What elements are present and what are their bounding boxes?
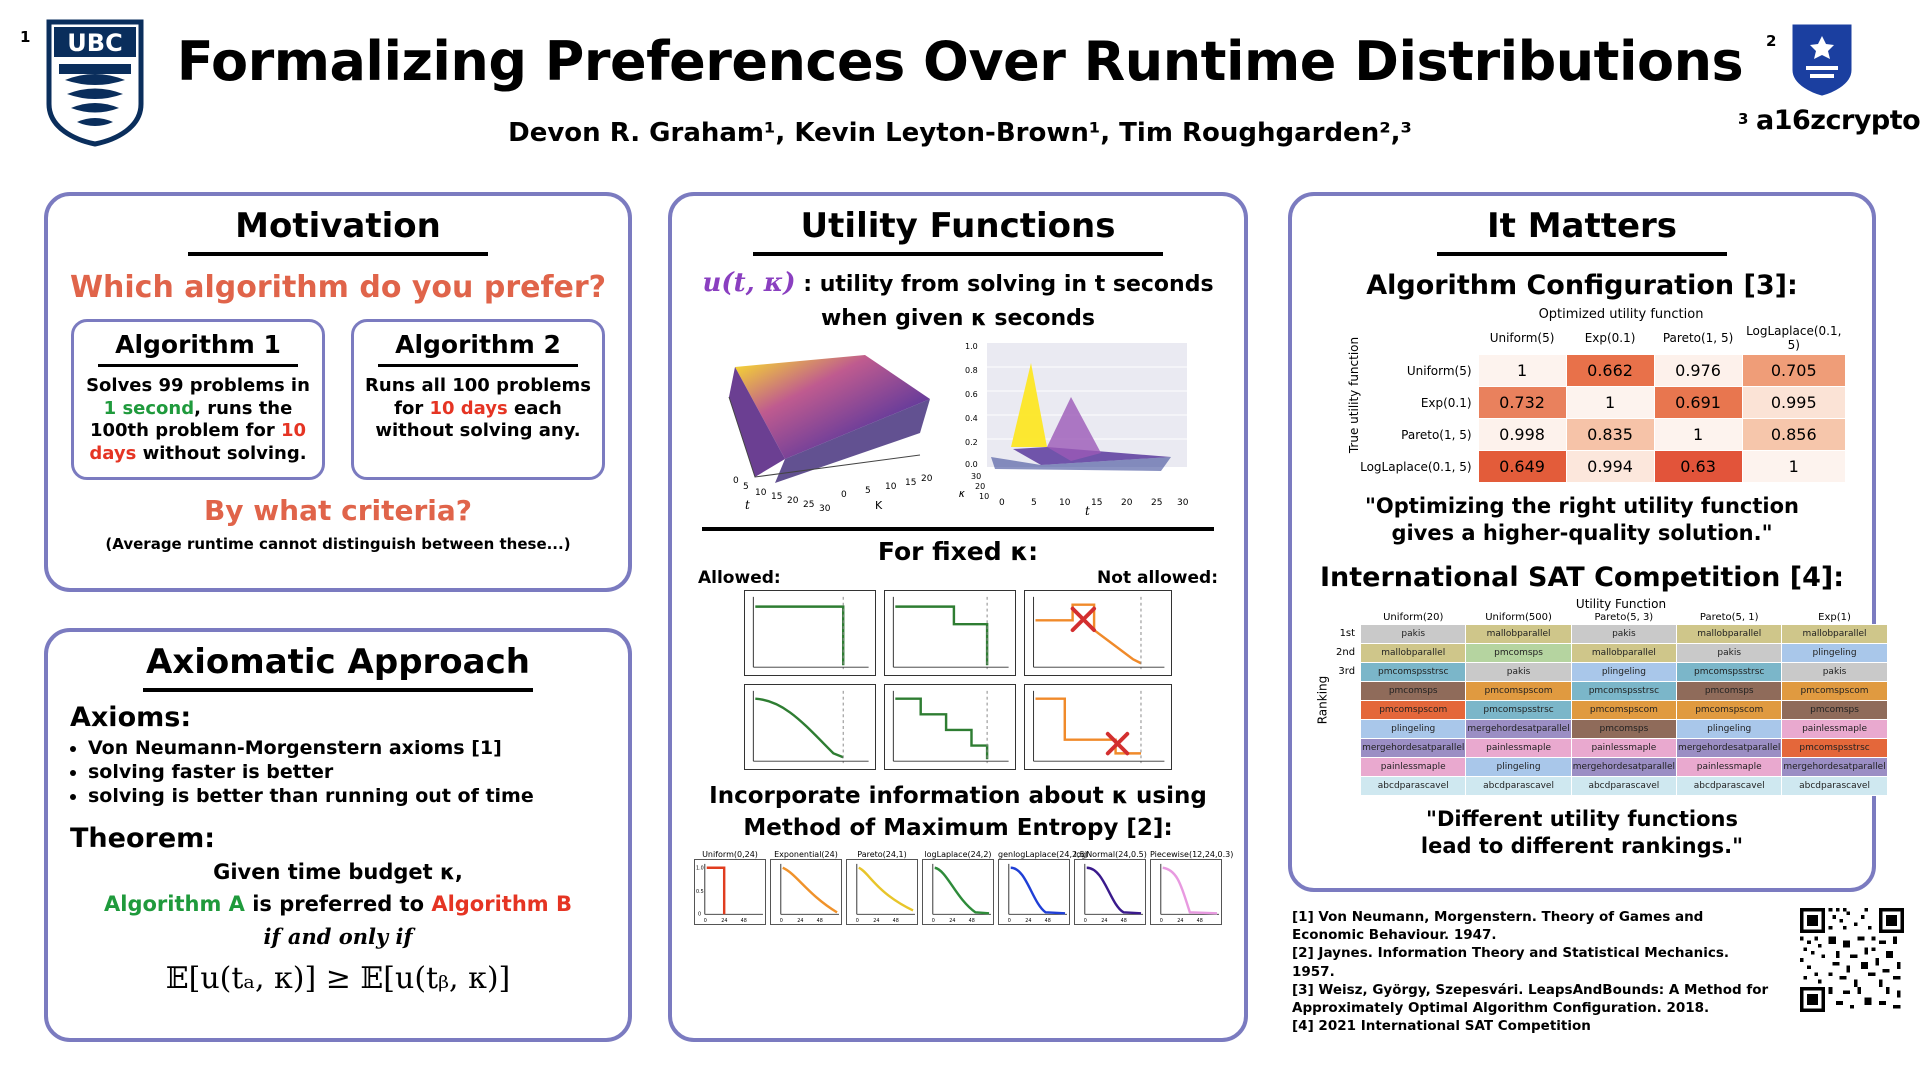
alg2-part0: Runs all 100 problems for: [365, 375, 591, 419]
svg-text:0.4: 0.4: [965, 414, 978, 423]
thumbnail-genloglaplace: [998, 849, 1088, 929]
rank-cell: pmcomsps: [1782, 700, 1887, 719]
svg-text:UBC: UBC: [67, 29, 123, 57]
allowed-col-1: [744, 590, 876, 770]
algorithm-1-card: [71, 319, 325, 480]
table-header-row: [1334, 611, 1887, 625]
table-row: [1356, 451, 1845, 483]
table-row: [1334, 776, 1887, 795]
svg-text:0.8: 0.8: [965, 366, 978, 375]
rank-cell: pakis: [1782, 662, 1887, 681]
configuration-heatmap: [1356, 322, 1846, 483]
svg-text:0.5: 0.5: [696, 889, 704, 895]
heatmap-col-header: Optimized utility function: [1538, 307, 1704, 322]
rank-cell: abcdparascavel: [1361, 776, 1466, 795]
ranking-col-header: Utility Function: [1575, 596, 1667, 611]
thumbnail-pareto: [846, 850, 918, 929]
svg-text:0: 0: [733, 476, 739, 486]
motivation-note: (Average runtime cannot distinguish between these...): [105, 535, 571, 553]
surface-plots: [672, 337, 1244, 517]
rank-col-4: Exp(1): [1818, 611, 1851, 623]
rank-cell: painlessmaple: [1782, 719, 1887, 738]
rank-cell: plingeling: [1782, 643, 1887, 662]
table-row: [1356, 387, 1845, 419]
theorem-line-3: if and only if: [263, 923, 413, 949]
rank-cell: pakis: [1466, 662, 1571, 681]
sat-competition-heading: International SAT Competition [4]:: [1319, 561, 1844, 593]
heat-col-3: LogLaplace(0.1, 5): [1746, 324, 1842, 352]
utility-definition-text: : utility from solving in t seconds: [803, 272, 1214, 297]
thumb-plot: [922, 859, 994, 925]
rank-cell: mergehordesatparallel: [1782, 757, 1887, 776]
svg-text:10: 10: [979, 492, 990, 501]
rank-cell: mergehordesatparallel: [1361, 738, 1466, 757]
alg1-part4: without solving.: [136, 442, 307, 464]
alg2-part1: 10 days: [429, 397, 508, 419]
rank-cell: pmcomsps: [1677, 681, 1782, 700]
theorem-heading: Theorem:: [70, 823, 216, 854]
svg-text:t: t: [1085, 504, 1090, 517]
rank-cell: pmcomsps: [1466, 643, 1571, 662]
rank-cell: pmcomsps: [1361, 681, 1466, 700]
motivation-criteria: By what criteria?: [203, 494, 473, 527]
alg1-part2: , runs the 100th problem for: [89, 397, 293, 441]
heat-cell: 1: [1478, 355, 1566, 387]
svg-text:15: 15: [905, 478, 917, 488]
heat-col-2: Pareto(1, 5): [1662, 331, 1734, 345]
theorem-algorithm-a: Algorithm A: [104, 892, 245, 917]
rank-cell: pakis: [1571, 624, 1676, 643]
svg-text:24: 24: [797, 918, 804, 924]
title-divider: [753, 252, 1163, 256]
allowed-label: Allowed:: [698, 568, 781, 588]
heat-cell: 0.691: [1654, 387, 1742, 419]
rank-cell: plingeling: [1571, 662, 1676, 681]
heat-row-3: LogLaplace(0.1, 5): [1360, 459, 1472, 474]
thumb-caption: logLaplace(24,2): [924, 849, 992, 859]
rank-cell: pmcomspscom: [1466, 681, 1571, 700]
list-item: • Von Neumann-Morgenstern axioms [1]: [88, 737, 628, 759]
thumb-caption: Pareto(24,1): [857, 849, 907, 859]
table-row: [1334, 757, 1887, 776]
rank-cell: pmcomspsstrsc: [1571, 681, 1676, 700]
alg1-part0: Solves 99 problems in: [86, 375, 310, 396]
affiliation-marker-1: 1: [20, 28, 31, 46]
rank-cell: abcdparascavel: [1466, 776, 1571, 795]
allowed-plot-2: [884, 590, 1016, 676]
svg-text:48: 48: [740, 918, 747, 924]
utility-functions-panel: [668, 192, 1248, 1042]
quote-1-line-2: gives a higher-quality solution.": [1391, 521, 1773, 546]
svg-text:5: 5: [1031, 498, 1037, 508]
heat-cell: 1: [1654, 419, 1742, 451]
heat-row-1: Exp(0.1): [1420, 395, 1472, 410]
thumbnail-uniform: [694, 850, 766, 929]
rank-cell: painlessmaple: [1571, 738, 1676, 757]
thumb-caption: Piecewise(12,24,0.3): [1150, 849, 1234, 859]
thumb-caption: Exponential(24): [774, 849, 838, 859]
thumb-plot: [694, 859, 766, 925]
heat-cell: 0.994: [1566, 451, 1654, 483]
thumb-plot: [998, 859, 1070, 925]
rank-cell: plingeling: [1466, 757, 1571, 776]
heat-cell: 0.732: [1478, 387, 1566, 419]
svg-text:48: 48: [816, 918, 823, 924]
svg-text:5: 5: [743, 482, 749, 492]
rank-cell: pmcomspscom: [1782, 681, 1887, 700]
rank-row-0: 1st: [1339, 628, 1356, 640]
svg-text:20: 20: [787, 496, 799, 506]
rank-cell: abcdparascavel: [1782, 776, 1887, 795]
rank-cell: pmcomspscom: [1677, 700, 1782, 719]
references-block: [1292, 908, 1772, 1036]
theorem-line-2: [48, 890, 628, 918]
ranking-row-header: Ranking: [1315, 675, 1330, 725]
allowed-plot-3: [744, 684, 876, 770]
table-row: [1356, 419, 1845, 451]
allowed-labels-row: [672, 568, 1244, 588]
rank-cell: pmcomspsstrsc: [1361, 662, 1466, 681]
svg-text:0: 0: [1083, 918, 1087, 924]
rank-cell: pmcomspsstrsc: [1782, 738, 1887, 757]
thumbnail-loglaplace: [922, 850, 994, 929]
svg-text:20: 20: [921, 474, 933, 484]
svg-text:24: 24: [949, 918, 956, 924]
axiomatic-title: Axiomatic Approach: [146, 642, 530, 682]
svg-text:0.2: 0.2: [965, 438, 978, 447]
svg-text:20: 20: [975, 482, 986, 491]
notallowed-col: [1024, 590, 1172, 770]
heatmap-section: [1292, 307, 1872, 483]
svg-text:10: 10: [885, 482, 897, 492]
svg-text:48: 48: [1044, 918, 1051, 924]
motivation-title: Motivation: [235, 206, 441, 246]
reference-2: [2] Jaynes. Information Theory and Statistical Mechanics. 1957.: [1292, 945, 1729, 980]
rank-cell: painlessmaple: [1361, 757, 1466, 776]
alg2-part2: each without solving any.: [375, 397, 581, 441]
card-divider: [98, 364, 298, 367]
heat-cell: 0.63: [1654, 451, 1742, 483]
title-divider: [188, 252, 488, 256]
list-item: • solving is better than running out of time: [88, 785, 628, 807]
theorem-formula: 𝔼[u(tₐ, κ)] ≥ 𝔼[u(tᵦ, κ)]: [165, 961, 511, 997]
svg-text:48: 48: [1120, 918, 1127, 924]
axiomatic-panel: [44, 628, 632, 1042]
svg-text:1.0: 1.0: [965, 342, 978, 351]
reference-3: [3] Weisz, György, Szepesvári. LeapsAndBounds: A Method for Approximately Optimal Algorithm Configuration. 2018.: [1292, 981, 1769, 1017]
page-title: Formalizing Preferences Over Runtime Distributions: [176, 30, 1744, 93]
sat-ranking-table: [1334, 611, 1888, 796]
surface-plot-right: [951, 337, 1201, 517]
heat-cell: 0.856: [1742, 419, 1845, 451]
table-header-row: [1356, 322, 1845, 355]
it-matters-panel: [1288, 192, 1886, 892]
svg-text:0: 0: [1159, 918, 1163, 924]
svg-text:0.6: 0.6: [965, 390, 978, 399]
axioms-list: [88, 737, 628, 807]
rank-row-3: [1334, 681, 1361, 700]
table-row: [1334, 662, 1887, 681]
rank-cell: painlessmaple: [1677, 757, 1782, 776]
rank-cell: pmcomspscom: [1361, 700, 1466, 719]
rank-cell: plingeling: [1677, 719, 1782, 738]
heat-cell: 0.835: [1566, 419, 1654, 451]
thumb-caption: Uniform(0,24): [702, 849, 758, 859]
not-allowed-plot-1: [1024, 590, 1172, 676]
svg-text:24: 24: [1025, 918, 1032, 924]
rank-col-2: Pareto(5, 3): [1594, 611, 1654, 623]
heat-col-1: Exp(0.1): [1584, 331, 1636, 345]
rank-row-7: [1334, 757, 1361, 776]
theorem-mid: is preferred to: [244, 892, 432, 917]
heat-cell: 1: [1566, 387, 1654, 419]
svg-text:24: 24: [873, 918, 880, 924]
svg-text:0: 0: [931, 918, 935, 924]
theorem-line-1: Given time budget κ,: [213, 860, 463, 884]
alg1-part1: 1 second: [103, 397, 195, 419]
thumb-plot: [1150, 859, 1222, 925]
heat-row-2: Pareto(1, 5): [1401, 427, 1472, 442]
algorithm-2-description: [364, 375, 592, 443]
algorithm-2-name: Algorithm 2: [395, 330, 561, 359]
affiliation-marker-3: 3: [1738, 110, 1749, 128]
rank-cell: mallobparallel: [1571, 643, 1676, 662]
rank-cell: mergehordesatparallel: [1466, 719, 1571, 738]
a16zcrypto-logo: a16zcrypto: [1756, 105, 1920, 136]
svg-text:20: 20: [1121, 498, 1133, 508]
quote-1-line-1: "Optimizing the right utility function: [1364, 494, 1799, 518]
section-divider: [702, 527, 1214, 531]
svg-text:0: 0: [698, 912, 702, 918]
heatmap-row-header: True utility function: [1347, 336, 1362, 454]
svg-text:48: 48: [892, 918, 899, 924]
rank-cell: abcdparascavel: [1571, 776, 1676, 795]
algorithm-2-card: [351, 319, 605, 480]
allowed-plot-1: [744, 590, 876, 676]
svg-text:0.0: 0.0: [965, 460, 978, 469]
rank-row-5: [1334, 719, 1361, 738]
heat-cell: 1: [1742, 451, 1845, 483]
utility-shape-examples: [672, 590, 1244, 770]
rank-cell: pmcomspsstrsc: [1677, 662, 1782, 681]
rank-cell: painlessmaple: [1466, 738, 1571, 757]
rank-cell: plingeling: [1361, 719, 1466, 738]
svg-text:24: 24: [721, 918, 728, 924]
thumb-caption: genlogLaplace(24,2,5): [998, 849, 1088, 859]
table-row: [1356, 355, 1845, 387]
rank-cell: pakis: [1361, 624, 1466, 643]
ranking-section: [1292, 596, 1886, 796]
table-row: [1334, 624, 1887, 643]
rank-cell: pmcomspsstrsc: [1466, 700, 1571, 719]
rank-col-1: Uniform(500): [1485, 611, 1552, 623]
heat-cell: 0.662: [1566, 355, 1654, 387]
incorporate-line-1: Incorporate information about κ using: [709, 783, 1207, 809]
table-row: [1334, 719, 1887, 738]
svg-text:48: 48: [968, 918, 975, 924]
utility-symbol: u(t, κ): [702, 268, 796, 298]
poster-header: [0, 0, 1920, 175]
motivation-question: Which algorithm do you prefer?: [69, 270, 607, 305]
motivation-panel: [44, 192, 632, 592]
rank-row-6: [1334, 738, 1361, 757]
thumbnail-exponential: [770, 850, 842, 929]
svg-text:1.0: 1.0: [696, 866, 704, 872]
surface-plot-left: [715, 337, 945, 517]
theorem-algorithm-b: Algorithm B: [431, 892, 572, 917]
svg-text:24: 24: [1101, 918, 1108, 924]
rank-cell: pmcomsps: [1571, 719, 1676, 738]
rank-row-4: [1334, 700, 1361, 719]
utility-title: Utility Functions: [800, 206, 1116, 246]
authors: Devon R. Graham¹, Kevin Leyton-Brown¹, Tim Roughgarden²,³: [508, 118, 1412, 148]
rank-cell: pmcomspscom: [1571, 700, 1676, 719]
svg-text:𝜅: 𝜅: [959, 487, 965, 500]
svg-text:K: K: [875, 499, 883, 512]
heat-cell: 0.976: [1654, 355, 1742, 387]
quote-2-line-2: lead to different rankings.": [1420, 833, 1744, 858]
ubc-logo: [45, 18, 145, 148]
algorithm-1-name: Algorithm 1: [115, 330, 281, 359]
algorithm-1-description: [84, 375, 312, 465]
rank-col-0: Uniform(20): [1383, 611, 1444, 623]
thumbnail-piecewise: [1150, 849, 1234, 929]
svg-text:t: t: [745, 498, 750, 512]
rank-cell: mallobparallel: [1466, 624, 1571, 643]
svg-text:24: 24: [1177, 918, 1184, 924]
qr-code[interactable]: [1800, 908, 1904, 1012]
reference-1: [1] Von Neumann, Morgenstern. Theory of Games and Economic Behaviour. 1947.: [1292, 909, 1704, 944]
rank-row-1: 2nd: [1336, 647, 1356, 659]
svg-text:48: 48: [1196, 918, 1203, 924]
rank-cell: mallobparallel: [1361, 643, 1466, 662]
table-row: [1334, 643, 1887, 662]
fixed-kappa-heading: For fixed κ:: [877, 537, 1039, 566]
svg-text:5: 5: [865, 486, 871, 496]
thumb-plot: [1074, 859, 1146, 925]
svg-text:25: 25: [803, 500, 815, 510]
svg-text:30: 30: [1177, 498, 1189, 508]
heat-cell: 0.705: [1742, 355, 1845, 387]
rank-cell: mallobparallel: [1677, 624, 1782, 643]
allowed-plot-4: [884, 684, 1016, 770]
svg-text:30: 30: [971, 472, 982, 481]
title-divider: [1437, 252, 1727, 256]
svg-text:0: 0: [1007, 918, 1011, 924]
heat-cell: 0.995: [1742, 387, 1845, 419]
heat-row-0: Uniform(5): [1406, 363, 1472, 378]
affiliation-marker-2: 2: [1766, 32, 1777, 50]
utility-definition: [672, 268, 1244, 298]
it-matters-title: It Matters: [1486, 206, 1678, 246]
svg-text:15: 15: [1091, 498, 1103, 508]
heat-cell: 0.649: [1478, 451, 1566, 483]
list-item: • solving faster is better: [88, 761, 628, 783]
card-divider: [378, 364, 578, 367]
reference-4: [4] 2021 International SAT Competition: [1292, 1018, 1591, 1035]
algorithm-configuration-heading: Algorithm Configuration [3]:: [1366, 270, 1798, 301]
axioms-heading: Axioms:: [70, 702, 192, 733]
thumb-plot: [846, 859, 918, 925]
not-allowed-label: Not allowed:: [1097, 568, 1218, 588]
rank-cell: mergehordesatparallel: [1677, 738, 1782, 757]
svg-text:0: 0: [703, 918, 707, 924]
svg-text:0: 0: [841, 490, 847, 500]
rank-cell: mallobparallel: [1782, 624, 1887, 643]
rank-col-3: Pareto(5, 1): [1699, 611, 1759, 623]
rank-row-2: 3rd: [1338, 666, 1356, 678]
thumb-plot: [770, 859, 842, 925]
incorporate-line-2: Method of Maximum Entropy [2]:: [743, 814, 1173, 841]
thumb-caption: logNormal(24,0.5): [1074, 849, 1147, 859]
alg1-part3: 10 days: [89, 420, 307, 464]
distribution-thumbnails: [672, 850, 1244, 929]
algorithm-comparison: [48, 319, 628, 480]
svg-text:0: 0: [855, 918, 859, 924]
rank-cell: mergehordesatparallel: [1571, 757, 1676, 776]
table-row: [1334, 681, 1887, 700]
svg-text:0: 0: [779, 918, 783, 924]
table-row: [1334, 700, 1887, 719]
svg-text:10: 10: [1059, 498, 1071, 508]
svg-text:25: 25: [1151, 498, 1163, 508]
title-divider: [143, 688, 533, 692]
svg-text:15: 15: [771, 492, 783, 502]
svg-text:10: 10: [755, 488, 767, 498]
quote-2-line-1: "Different utility functions: [1426, 806, 1738, 831]
utility-definition-2: when given κ seconds: [820, 306, 1096, 331]
thumbnail-lognormal: [1074, 850, 1146, 929]
svg-text:0: 0: [999, 498, 1005, 508]
table-row: [1334, 738, 1887, 757]
heat-col-0: Uniform(5): [1489, 331, 1555, 345]
rank-cell: abcdparascavel: [1677, 776, 1782, 795]
rank-cell: pakis: [1677, 643, 1782, 662]
rank-row-8: [1334, 776, 1361, 795]
not-allowed-plot-2: [1024, 684, 1172, 770]
allowed-col-2: [884, 590, 1016, 770]
columbia-logo: [1790, 22, 1854, 96]
heat-cell: 0.998: [1478, 419, 1566, 451]
svg-text:30: 30: [819, 504, 831, 514]
